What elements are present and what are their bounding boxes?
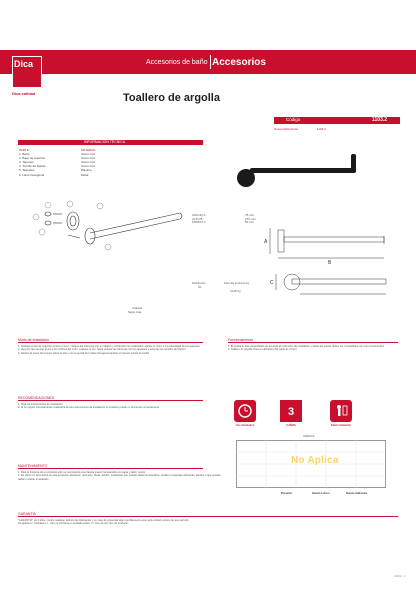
marker-a: A xyxy=(264,239,268,245)
garantia-divider xyxy=(18,516,398,517)
part-item: 4. Tornillo de fijación xyxy=(19,164,47,169)
marker-b: B xyxy=(328,260,332,266)
exploded-diagram xyxy=(30,185,190,255)
dim-value: 50 mm xyxy=(245,220,255,225)
instalacion-divider xyxy=(18,342,203,343)
garantia-line: No aplica en: Cristalería. 1. Uso no conforme o acabado sobre. 2.* Uso de otro tipo de producto. xyxy=(18,522,129,526)
footer-page-number: 1103.2 - 1 xyxy=(394,575,406,578)
instalacion-line: 2. Una vez que apunte el aro a los orificios del muro, coloque el aro, hasta colocar las barrenas con los taquetes y asientes los tornillos de fijación. xyxy=(18,348,187,352)
acabado-label: Acabado xyxy=(132,307,143,310)
code-value: 1103.2 xyxy=(372,117,388,123)
product-photo xyxy=(232,148,362,194)
category-label: Accesorios xyxy=(212,57,266,68)
marker-c: C xyxy=(270,280,274,286)
material-item: Plástico xyxy=(81,168,92,173)
mantenimiento-header: MANTENIMIENTO xyxy=(18,464,48,468)
svg-text:3: 3 xyxy=(287,406,295,418)
part-item: 2. Base de sujeción xyxy=(19,156,46,161)
chart-col-galones: Gasto Galones xyxy=(346,491,368,495)
materials-list xyxy=(81,148,96,177)
material-item: Acero inox xyxy=(81,160,96,165)
ref-label: Nueva Referencia xyxy=(274,127,299,131)
funcionamiento-line: 1. El producto está ensamblado de acuerdo al instructivo de instalación y todas las piezas deben ser compatibles con sus componentes. xyxy=(228,345,385,348)
badge-warranty xyxy=(280,400,302,422)
badge-label: 3 AÑOS xyxy=(286,424,296,427)
parts-list xyxy=(19,148,46,177)
dist-label: Distribución xyxy=(192,282,206,285)
header-divider xyxy=(210,55,211,69)
ref-value: 1103.2 xyxy=(316,127,326,131)
dim-label: ALTO B xyxy=(192,216,203,221)
badge-easy-install xyxy=(330,400,352,422)
badge-label: Fácil instalación xyxy=(330,424,352,427)
mantenimiento-line: 2. No utilice en la limpieza de este producto: abrasivos, químicos, fibras, ácidos, sustancias que puedan dañar la superficie, cepillos o esponjas abrasivas, alcohol o que pueden dañar o arañar el acabado. xyxy=(18,474,221,481)
part-item: 5. Taquetes xyxy=(19,168,35,173)
recomendaciones-line: 1. Siga las instrucciones de instalación. xyxy=(18,403,64,406)
mantenimiento-text xyxy=(18,471,228,481)
material-item: Metal xyxy=(81,172,89,177)
recomendaciones-divider xyxy=(18,400,203,401)
recomendaciones-text xyxy=(18,403,218,410)
brand-logo-text: Dica xyxy=(14,59,34,69)
garantia-line: "GARANTÍA" de 3 años, contra cualquier defecto de fabricación y en caso de presentar algún problema de esos será cubierto dentro de ese período. xyxy=(18,519,190,522)
dim-label: ANCHO A xyxy=(192,213,206,217)
dim-label: FONDO C xyxy=(192,220,206,225)
garantia-header: GARANTÍA xyxy=(18,512,36,516)
material-item: Acero inox xyxy=(81,152,96,157)
material-item: Acero inox xyxy=(81,164,96,169)
parts-col-header: PARTE xyxy=(19,148,29,152)
materials-col-header: MATERIAL xyxy=(81,148,96,152)
dim-values xyxy=(245,214,256,225)
brand-tagline: Dica calidad xyxy=(12,91,36,96)
product-title: Toallero de argolla xyxy=(123,92,220,104)
recomendaciones-line: 2. Si no siguen correctamente cualquiera de las instrucciones de instalación el producto puede no funcionar correctamente. xyxy=(18,406,160,410)
part-item: 3. Tapones xyxy=(19,160,34,165)
dist-value: No xyxy=(198,286,202,289)
no-aplica-overlay: No Aplica xyxy=(291,455,339,466)
chart-title: GRÁFICA xyxy=(303,435,315,438)
info-header-title: INFORMACIÓN TÉCNICA xyxy=(84,140,126,144)
chart-col-presion: Presión xyxy=(281,491,293,495)
dim-value: 78 mm xyxy=(245,213,255,217)
chart-col-litros: Gasto Litros xyxy=(312,491,330,495)
weight-label: Peso del producto Kg xyxy=(224,282,249,285)
acabado-value: Negro mate xyxy=(128,311,142,314)
funcionamiento-line: 2. Toallero de argolla. Para la utilización del cable de 4 hpm. xyxy=(228,348,298,352)
material-item: Acero inox xyxy=(81,156,96,161)
part-item: 1. Barra xyxy=(19,152,30,157)
technical-drawing xyxy=(256,222,406,297)
part-item: 6. Llave hexagonal xyxy=(19,172,45,177)
instalacion-line: 1. Coloque el aro de sujeción contra el muro, marque las barrenas con un taladro y colóquelos los materiales; apriete el muro a la profundidad de los taquetes. xyxy=(18,345,201,348)
badge-label: Uso doméstico xyxy=(235,424,255,427)
dim-value: 276 mm xyxy=(245,216,256,221)
dim-labels xyxy=(192,214,206,225)
badge-uso-domestico xyxy=(234,400,256,422)
instalacion-line: 3. Deslice la rosca del cuerpo sobre la pila y con la ayuda de la llave hexagonal apriete el opresor contra el tornillo. xyxy=(18,351,150,355)
mantenimiento-line: 1. Para la limpieza de su producto sólo se recomienda una franela suave humedecida con agua y jabón neutro. xyxy=(18,471,146,474)
section-label: Accesorios de baño xyxy=(146,59,208,66)
warranty-seal-icon xyxy=(280,400,302,422)
clock-icon xyxy=(234,400,256,422)
weight-value: 0.148 Kg xyxy=(230,290,241,293)
recomendaciones-header: RECOMENDACIONES xyxy=(18,396,55,400)
funcionamiento-header: Funcionamiento xyxy=(228,338,253,342)
code-label: Código xyxy=(286,117,301,122)
ref-line xyxy=(274,127,326,131)
person-install-icon xyxy=(330,400,352,422)
garantia-text xyxy=(18,519,388,526)
instalacion-header: Modo de instalación xyxy=(18,338,50,342)
header-bar xyxy=(0,50,416,74)
funcionamiento-text xyxy=(228,345,398,352)
mantenimiento-divider xyxy=(18,468,203,469)
funcionamiento-divider xyxy=(228,342,398,343)
instalacion-text xyxy=(18,345,218,355)
